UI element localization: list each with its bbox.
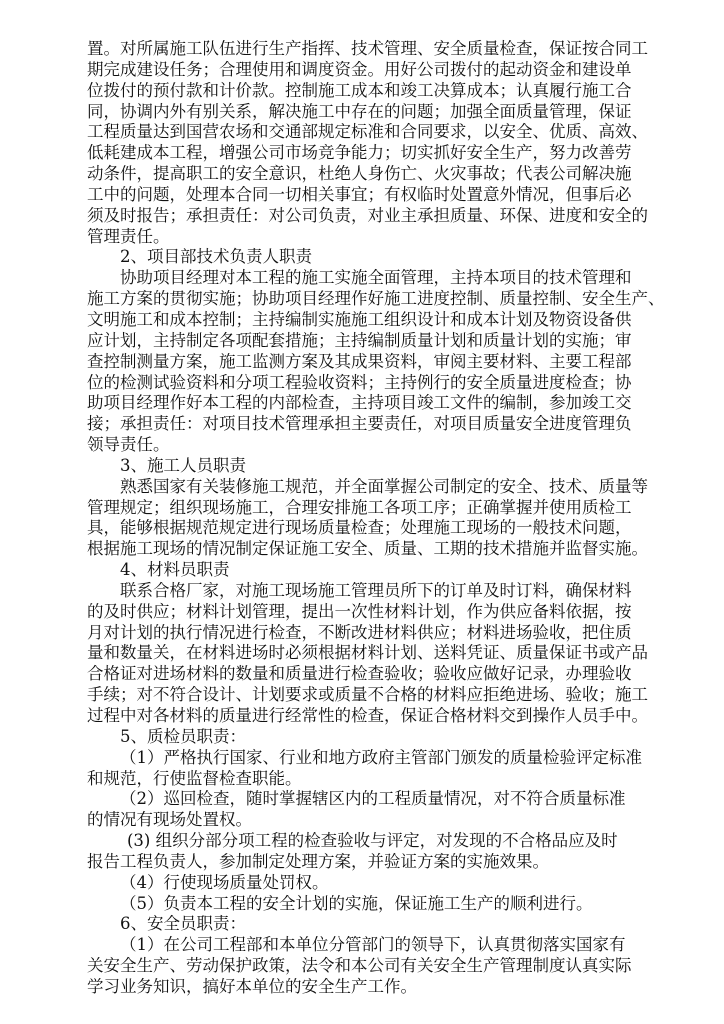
text-line: 协助项目经理对本工程的施工实施全面管理，主持本项目的技术管理和 <box>120 268 632 288</box>
text-line: 4、材料员职责 <box>120 560 230 580</box>
text-line: 学习业务知识，搞好本单位的安全生产工作。 <box>87 976 417 996</box>
text-line: 同，协调内外有别关系，解决施工中存在的问题；加强全面质量管理，保证 <box>87 101 632 121</box>
text-line: 联系合格厂家，对施工现场施工管理员所下的订单及时订料，确保材料 <box>120 580 632 600</box>
text-line: 接；承担责任：对项目技术管理承担主要责任，对项目质量安全进度管理负 <box>87 414 632 434</box>
text-line: 查控制测量方案，施工监测方案及其成果资料，审阅主要材料、主要工程部 <box>87 351 632 371</box>
text-line: 3、施工人员职责 <box>120 455 246 475</box>
text-line: 位拨付的预付款和计价款。控制施工成本和竣工决算成本；认真履行施工合 <box>87 80 632 100</box>
text-line: （5）负责本工程的安全计划的实施，保证施工生产的顺利进行。 <box>120 893 593 913</box>
text-line: （1）在公司工程部和本单位分管部门的领导下，认真贯彻落实国家有 <box>120 935 626 955</box>
text-line: 应计划，主持制定各项配套措施；主持编制质量计划和质量计划的实施；审 <box>87 330 632 350</box>
text-line: 量和数量关，在材料进场时必须根据材料计划、送料凭证、质量保证书或产品 <box>87 643 648 663</box>
text-line: 熟悉国家有关装修施工规范，并全面掌握公司制定的安全、技术、质量等 <box>120 476 648 496</box>
text-line: 管理责任。 <box>87 226 170 246</box>
text-line: 文明施工和成本控制；主持编制实施施工组织设计和成本计划及物资设备供 <box>87 309 632 329</box>
text-line: 的及时供应；材料计划管理，提出一次性材料计划，作为供应备料依据，按 <box>87 601 632 621</box>
text-line: 工中的问题，处理本合同一切相关事宜；有权临时处置意外情况，但事后必 <box>87 184 632 204</box>
text-line: 月对计划的执行情况进行检查，不断改进材料供应；材料进场验收，把住质 <box>87 622 632 642</box>
text-line: 助项目经理作好本工程的内部检查，主持项目竣工文件的编制，参加竣工交 <box>87 393 632 413</box>
text-line: 置。对所属施工队伍进行生产指挥、技术管理、安全质量检查，保证按合同工 <box>87 39 648 58</box>
text-line: 的情况有现场处置权。 <box>87 810 252 830</box>
text-line: 动条件，提高职工的安全意识，杜绝人身伤亡、火灾事故；代表公司解决施 <box>87 164 632 184</box>
text-line: 5、质检员职责： <box>120 726 246 746</box>
text-line: 报告工程负责人，参加制定处理方案，并验证方案的实施效果。 <box>87 851 549 871</box>
text-line: 低耗建成本工程，增强公司市场竞争能力；切实抓好安全生产，努力改善劳 <box>87 143 632 163</box>
text-line: 合格证对进场材料的数量和质量进行检查验收；验收应做好记录，办理验收 <box>87 664 632 684</box>
text-line: 手续；对不符合设计、计划要求或质量不合格的材料应拒绝进场、验收；施工 <box>87 685 648 705</box>
text-line: 期完成建设任务；合理使用和调度资金。用好公司拨付的起动资金和建设单 <box>87 59 632 79</box>
text-line: （2）巡回检查，随时掌握辖区内的工程质量情况，对不符合质量标准 <box>120 789 626 809</box>
text-line: （4）行使现场质量处罚权。 <box>120 872 329 892</box>
text-line: 根据施工现场的情况制定保证施工安全、质量、工期的技术措施并监督实施。 <box>87 539 648 559</box>
text-line: 过程中对各材料的质量进行经常性的检查，保证合格材料交到操作人员手中。 <box>87 706 648 725</box>
text-line: （1）严格执行国家、行业和地方政府主管部门颁发的质量检验评定标准 <box>120 747 642 767</box>
text-line: 6、安全员职责： <box>120 914 246 934</box>
text-line: 2、项目部技术负责人职责 <box>120 247 312 267</box>
text-line: 工程质量达到国营农场和交通部规定标准和合同要求，以安全、优质、高效、 <box>87 122 648 142</box>
text-line: 具，能够根据规范规定进行现场质量检查；处理施工现场的一般技术问题， <box>87 518 632 538</box>
text-line: (3) 组织分部分项工程的检查验收与评定，对发现的不合格品应及时 <box>127 831 618 851</box>
text-line: 位的检测试验资料和分项工程验收资料；主持例行的安全质量进度检查；协 <box>87 372 632 392</box>
text-line: 领导责任。 <box>87 435 170 455</box>
text-line: 关安全生产、劳动保护政策，法令和本公司有关安全生产管理制度认真实际 <box>87 956 632 976</box>
text-line: 须及时报告；承担责任：对公司负责，对业主承担质量、环保、进度和安全的 <box>87 205 648 225</box>
document-page <box>87 39 667 998</box>
text-line: 和规范，行使监督检查职能。 <box>87 768 302 788</box>
text-line: 管理规定；组织现场施工，合理安排施工各项工序；正确掌握并使用质检工 <box>87 497 632 517</box>
text-line: 施工方案的贯彻实施；协助项目经理作好施工进度控制、质量控制、安全生产、 <box>87 289 665 309</box>
